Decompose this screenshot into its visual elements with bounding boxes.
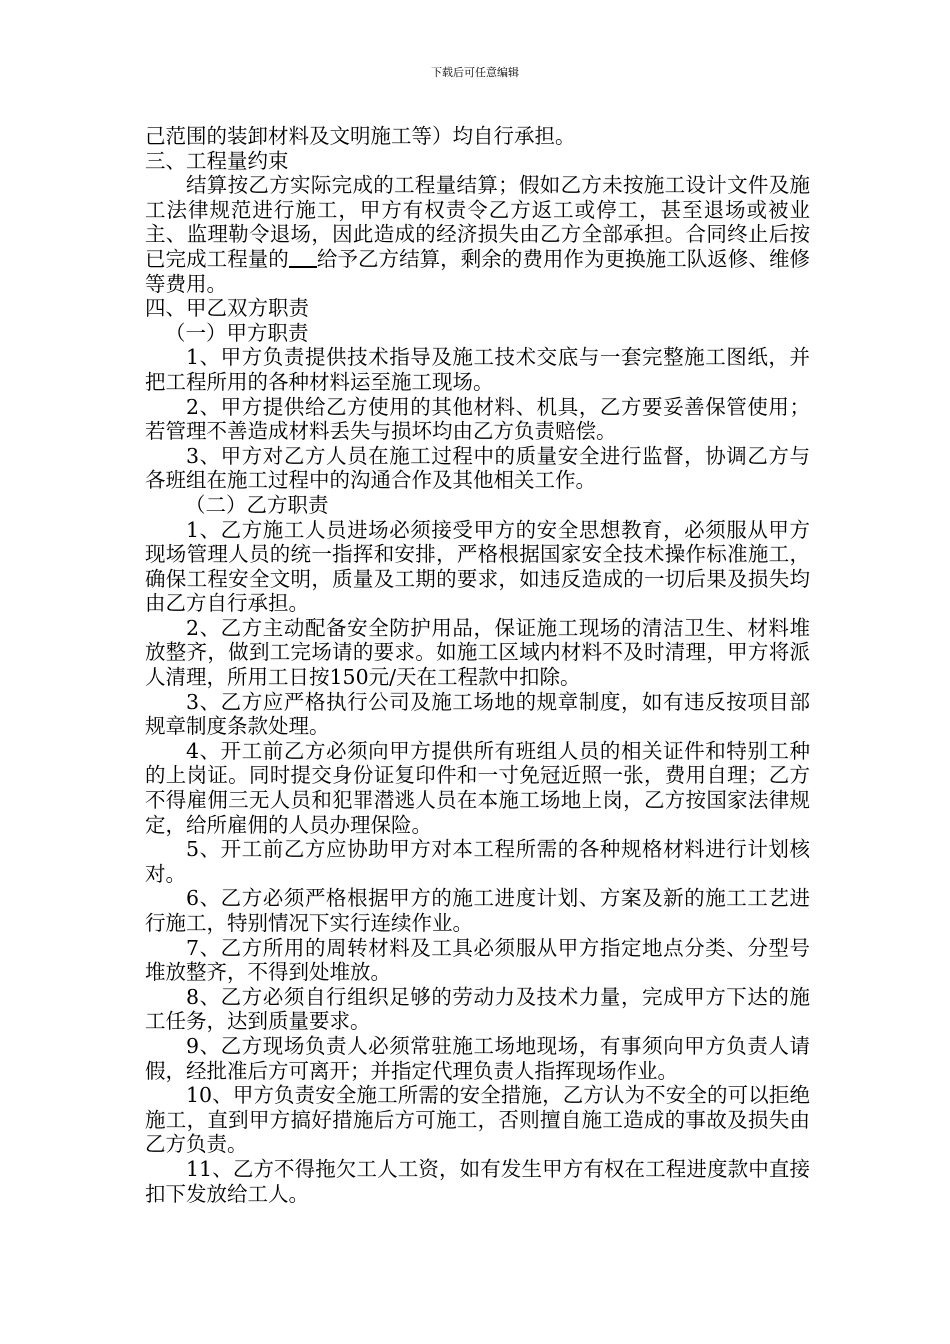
paragraph-continuation: 己范围的装卸材料及文明施工等）均自行承担。 bbox=[145, 124, 576, 148]
clause-b-11: 11、乙方不得拖欠工人工资，如有发生甲方有权在工程进度款中直接扣下发放给工人。 bbox=[145, 1156, 810, 1206]
clause-b-4: 4、开工前乙方必须向甲方提供所有班组人员的相关证件和特别工种的上岗证。同时提交身份证复印件和一寸免冠近照一张，费用自理；乙方不得雇佣三无人员和犯罪潜逃人员在本施工场地上岗，乙方按国家法律规定，给所雇佣的人员办理保险。 bbox=[145, 738, 810, 837]
settlement-text-after-blank: 给予乙方结算，剩余的费用作为更换施工队返修、维修等费用。 bbox=[145, 246, 811, 296]
clause-b-8: 8、乙方必须自行组织足够的劳动力及技术力量，完成甲方下达的施工任务，达到质量要求。 bbox=[145, 984, 810, 1034]
clause-b-5: 5、开工前乙方应协助甲方对本工程所需的各种规格材料进行计划核对。 bbox=[145, 837, 810, 886]
subsection-heading-party-a: （一）甲方职责 bbox=[165, 320, 309, 345]
clause-b-6: 6、乙方必须严格根据甲方的施工进度计划、方案及新的施工工艺进行施工，特别情况下实行连续作业。 bbox=[145, 886, 810, 935]
clause-a-2: 2、甲方提供给乙方使用的其他材料、机具，乙方要妥善保管使用；若管理不善造成材料丢失与损坏均由乙方负责赔偿。 bbox=[145, 394, 810, 444]
paragraph-settlement bbox=[145, 173, 810, 296]
fill-in-blank bbox=[289, 248, 317, 268]
settlement-text-before-blank: 结算按乙方实际完成的工程量结算；假如乙方未按施工设计文件及施工法律规范进行施工，甲方有权责令乙方返工或停工，甚至退场或被业主、监理勒令退场，因此造成的经济损失由乙方全部承担。合同终止后按已完成工程量的 bbox=[145, 173, 810, 271]
clause-b-7: 7、乙方所用的周转材料及工具必须服从甲方指定地点分类、分型号堆放整齐，不得到处堆放。 bbox=[145, 935, 810, 985]
document-body bbox=[145, 124, 810, 1206]
section-heading-4: 四、甲乙双方职责 bbox=[145, 296, 309, 321]
subsection-heading-party-b: （二）乙方职责 bbox=[185, 492, 329, 517]
clause-a-1: 1、甲方负责提供技术指导及施工技术交底与一套完整施工图纸，并把工程所用的各种材料运至施工现场。 bbox=[145, 345, 810, 394]
section-heading-3: 三、工程量约束 bbox=[145, 148, 289, 173]
clause-a-3: 3、甲方对乙方人员在施工过程中的质量安全进行监督，协调乙方与各班组在施工过程中的沟通合作及其他相关工作。 bbox=[145, 443, 810, 493]
clause-b-1: 1、乙方施工人员进场必须接受甲方的安全思想教育，必须服从甲方现场管理人员的统一指挥和安排，严格根据国家安全技术操作标准施工，确保工程安全文明，质量及工期的要求，如违反造成的一切后果及损失均由乙方自行承担。 bbox=[145, 517, 810, 616]
clause-b-2: 2、乙方主动配备安全防护用品，保证施工现场的清洁卫生、材料堆放整齐，做到工完场请的要求。如施工区域内材料不及时清理，甲方将派人清理，所用工日按150元/天在工程款中扣除。 bbox=[145, 615, 810, 690]
page-header: 下载后可任意编辑 bbox=[431, 66, 519, 79]
clause-b-10: 10、甲方负责安全施工所需的安全措施，乙方认为不安全的可以拒绝施工，直到甲方搞好措施后方可施工，否则擅自施工造成的事故及损失由乙方负责。 bbox=[145, 1083, 810, 1157]
clause-b-3: 3、乙方应严格执行公司及施工场地的规章制度，如有违反按项目部规章制度条款处理。 bbox=[145, 689, 810, 739]
clause-b-9: 9、乙方现场负责人必须常驻施工场地现场，有事须向甲方负责人请假，经批准后方可离开；并指定代理负责人指挥现场作业。 bbox=[145, 1033, 810, 1083]
